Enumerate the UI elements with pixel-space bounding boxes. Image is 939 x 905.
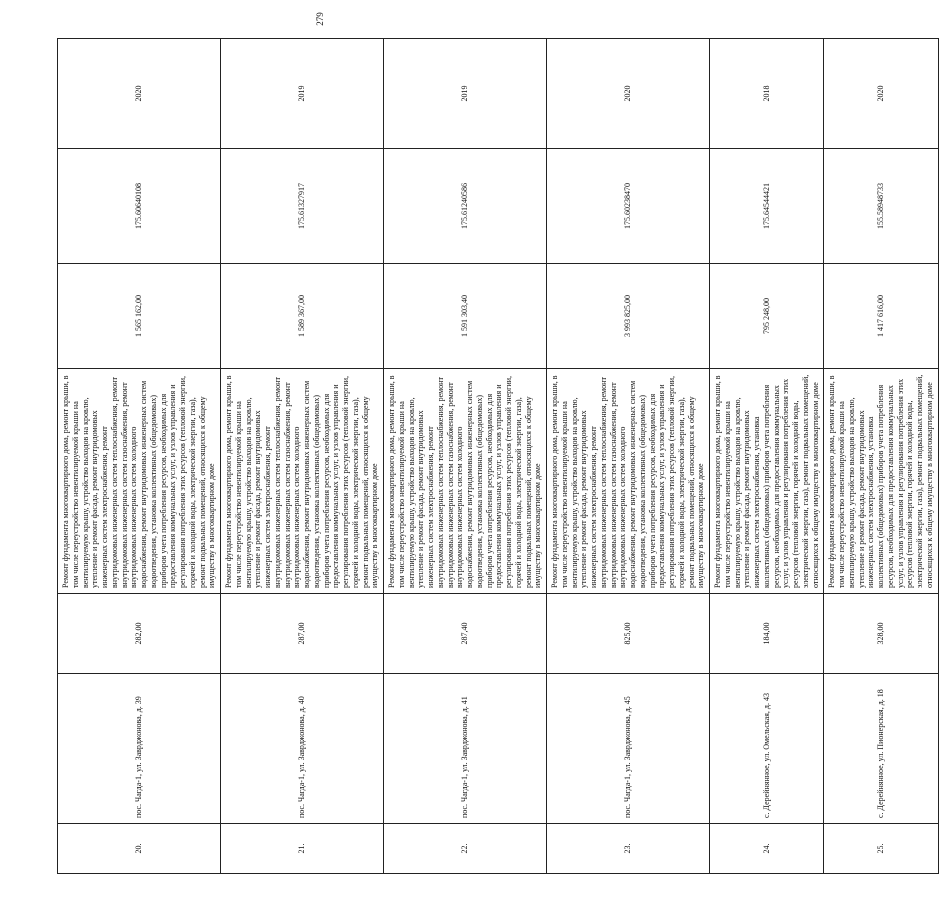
table-row — [384, 39, 547, 874]
code-cell: 175.64544421 — [710, 149, 824, 264]
repair-program-table — [57, 38, 939, 874]
page-number — [300, 4, 340, 34]
page-number-text: 279 — [315, 12, 325, 26]
code-cell: 175.61240586 — [384, 149, 547, 264]
area-cell: 825,00 — [547, 594, 710, 674]
works-cell: Ремонт фундамента многоквартирного дома, ремонт крыши, в том числе переустройство невентилируемой крыши на вентилируемую крышу, устройство выходов на кровлю, утепление и ремонт фасада, ремонт внутридомовых инженерных систем электроснабжения, установка коллективных (общедомовых) приборов учета потребления ресурсов, необходимых для предоставления коммунальных услуг, и узлов управления и регулирования потребления этих ресурсов (тепловой энергии, горячей и холодной воды, электрической энергии, газа), ремонт подвальных помещений, относящихся к общему имуществу в многоквартирном доме — [710, 369, 824, 594]
table-row — [547, 39, 710, 874]
row-number: 21. — [221, 824, 384, 874]
address-cell: пос. Чагда-1, ул. Заврджонова, д. 41 — [384, 674, 547, 824]
cost-cell: 3 993 825,00 — [547, 264, 710, 369]
year-cell: 2019 — [384, 39, 547, 149]
table-row — [824, 39, 938, 874]
code-cell: 155.58948733 — [824, 149, 938, 264]
year-cell: 2020 — [824, 39, 938, 149]
works-cell: Ремонт фундамента многоквартирного дома, ремонт крыши, в том числе переустройство невентилируемой крыши на вентилируемую крышу, устройство выходов на кровлю, утепление и ремонт фасада, ремонт внутридомовых инженерных систем электроснабжения, установка коллективных (общедомовых) приборов учета потребления ресурсов, необходимых для предоставления коммунальных услуг, и узлов управления и регулирования потребления этих ресурсов (тепловой энергии, горячей и холодной воды, электрической энергии, газа), ремонт подвальных помещений, относящихся к общему имуществу в многоквартирном доме — [824, 369, 938, 594]
area-cell: 184,00 — [710, 594, 824, 674]
address-cell: с. Дерейнянное, ул. Пионерская, д. 18 — [824, 674, 938, 824]
works-cell: Ремонт фундамента многоквартирного дома, ремонт крыши, в том числе переустройство невентилируемой крыши на вентилируемую крышу, устройство выходов на кровлю, утепление и ремонт фасада, ремонт внутридомовых инженерных систем электроснабжения, ремонт внутридомовых инженерных систем теплоснабжения, ремонт внутридомовых инженерных систем газоснабжения, ремонт внутридомовых инженерных систем холодного водоснабжения, ремонт внутридомовых инженерных систем водоотведения, установка коллективных (общедомовых) приборов учета потребления ресурсов, необходимых для предоставления коммунальных услуг, и узлов управления и регулирования потребления этих ресурсов (тепловой энергии, горячей и холодной воды, электрической энергии, газа), ремонт подвальных помещений, относящихся к общему имуществу в многоквартирном доме — [547, 369, 710, 594]
area-cell: 287,00 — [221, 594, 384, 674]
works-cell: Ремонт фундамента многоквартирного дома, ремонт крыши, в том числе переустройство невентилируемой крыши на вентилируемую крышу, устройство выходов на кровлю, утепление и ремонт фасада, ремонт внутридомовых инженерных систем электроснабжения, ремонт внутридомовых инженерных систем теплоснабжения, ремонт внутридомовых инженерных систем газоснабжения, ремонт внутридомовых инженерных систем холодного водоснабжения, ремонт внутридомовых инженерных систем водоотведения, установка коллективных (общедомовых) приборов учета потребления ресурсов, необходимых для предоставления коммунальных услуг, и узлов управления и регулирования потребления этих ресурсов (тепловой энергии, горячей и холодной воды, электрической энергии, газа), ремонт подвальных помещений, относящихся к общему имуществу в многоквартирном доме — [384, 369, 547, 594]
address-cell: пос. Чагда-1, ул. Заврджонова, д. 45 — [547, 674, 710, 824]
cost-cell: 1 591 303,40 — [384, 264, 547, 369]
cost-cell: 795 248,00 — [710, 264, 824, 369]
cost-cell: 1 589 367,00 — [221, 264, 384, 369]
year-cell: 2020 — [58, 39, 221, 149]
row-number: 25. — [824, 824, 938, 874]
table-row — [58, 39, 221, 874]
row-number: 24. — [710, 824, 824, 874]
works-cell: Ремонт фундамента многоквартирного дома, ремонт крыши, в том числе переустройство невентилируемой крыши на вентилируемую крышу, устройство выходов на кровлю, утепление и ремонт фасада, ремонт внутридомовых инженерных систем электроснабжения, ремонт внутридомовых инженерных систем теплоснабжения, ремонт внутридомовых инженерных систем газоснабжения, ремонт внутридомовых инженерных систем холодного водоснабжения, ремонт внутридомовых инженерных систем водоотведения, установка коллективных (общедомовых) приборов учета потребления ресурсов, необходимых для предоставления коммунальных услуг, и узлов управления и регулирования потребления этих ресурсов (тепловой энергии, горячей и холодной воды, электрической энергии, газа), ремонт подвальных помещений, относящихся к общему имуществу в многоквартирном доме — [221, 369, 384, 594]
year-cell: 2018 — [710, 39, 824, 149]
code-cell: 175.60640108 — [58, 149, 221, 264]
address-cell: пос. Чагда-1, ул. Заврджонова, д. 40 — [221, 674, 384, 824]
year-cell: 2020 — [547, 39, 710, 149]
code-cell: 175.61327917 — [221, 149, 384, 264]
area-cell: 328,00 — [824, 594, 938, 674]
row-number: 20. — [58, 824, 221, 874]
cost-cell: 1 565 162,00 — [58, 264, 221, 369]
code-cell: 175.60238470 — [547, 149, 710, 264]
row-number: 22. — [384, 824, 547, 874]
address-cell: пос. Чагда-1, ул. Заврджонова, д. 39 — [58, 674, 221, 824]
row-number: 23. — [547, 824, 710, 874]
table-row — [710, 39, 824, 874]
area-cell: 287,40 — [384, 594, 547, 674]
year-cell: 2019 — [221, 39, 384, 149]
rotated-table-frame — [57, 39, 934, 874]
address-cell: с. Дерейнянное, ул. Омельская, д. 43 — [710, 674, 824, 824]
cost-cell: 1 417 616,00 — [824, 264, 938, 369]
area-cell: 282,00 — [58, 594, 221, 674]
works-cell: Ремонт фундамента многоквартирного дома, ремонт крыши, в том числе переустройство невентилируемой крыши на вентилируемую крышу, устройство выходов на кровлю, утепление и ремонт фасада, ремонт внутридомовых инженерных систем электроснабжения, ремонт внутридомовых инженерных систем теплоснабжения, ремонт внутридомовых инженерных систем газоснабжения, ремонт внутридомовых инженерных систем холодного водоснабжения, ремонт внутридомовых инженерных систем водоотведения, установка коллективных (общедомовых) приборов учета потребления ресурсов, необходимых для предоставления коммунальных услуг, и узлов управления и регулирования потребления этих ресурсов (тепловой энергии, горячей и холодной воды, электрической энергии, газа), ремонт подвальных помещений, относящихся к общему имуществу в многоквартирном доме — [58, 369, 221, 594]
table-row — [221, 39, 384, 874]
